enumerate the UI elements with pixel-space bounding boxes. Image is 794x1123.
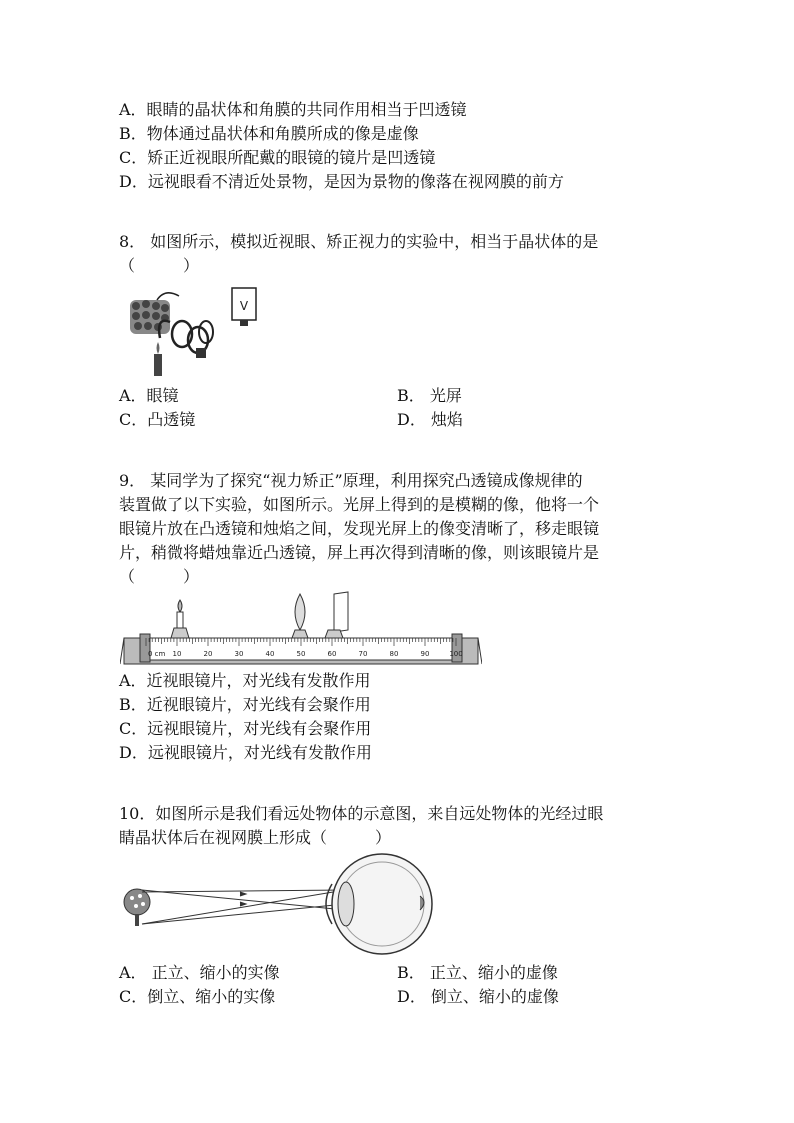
q10-tree-icon bbox=[124, 889, 150, 926]
ruler-label: 30 bbox=[234, 650, 244, 658]
q8-blank: （ ） bbox=[119, 256, 200, 275]
ruler-label: 0 cm bbox=[148, 650, 166, 658]
q7-option-b: B．物体通过晶状体和角膜所成的像是虚像 bbox=[119, 124, 419, 143]
q7-option-d: D．远视眼看不清近处景物，是因为景物的像落在视网膜的前方 bbox=[119, 172, 564, 191]
ruler-label: 70 bbox=[358, 650, 368, 658]
q10-eye-icon bbox=[326, 854, 432, 954]
q7-option-c: C．矫正近视眼所配戴的眼镜的镜片是凹透镜 bbox=[119, 148, 436, 167]
ruler-label: 80 bbox=[389, 650, 399, 658]
q9-candle-icon bbox=[171, 600, 189, 638]
q8-screen-text: V bbox=[239, 299, 249, 313]
q10-option-c: C．倒立、缩小的实像 bbox=[119, 987, 276, 1006]
q10-stem-line-2: 睛晶状体后在视网膜上形成（ ） bbox=[119, 828, 392, 847]
q10-stem-line-1: 10．如图所示是我们看远处物体的示意图，来自远处物体的光经过眼 bbox=[119, 804, 604, 823]
ruler-label: 50 bbox=[296, 650, 306, 658]
q8-option-a: A．眼镜 bbox=[119, 386, 179, 405]
q8-option-b: B． 光屏 bbox=[397, 386, 462, 405]
q7-option-a: A．眼睛的晶状体和角膜的共同作用相当于凹透镜 bbox=[119, 100, 467, 119]
q8-option-c: C．凸透镜 bbox=[119, 410, 196, 429]
q9-stem-line-2: 装置做了以下实验，如图所示。光屏上得到的是模糊的像，他将一个 bbox=[119, 495, 600, 514]
q9-option-b: B．近视眼镜片，对光线有会聚作用 bbox=[119, 695, 371, 714]
q9-optical-bench bbox=[120, 634, 482, 664]
q10-figure bbox=[120, 850, 440, 958]
q9-stem-line-1: 9． 某同学为了探究“视力矫正”原理，利用探究凸透镜成像规律的 bbox=[119, 471, 583, 490]
ruler-label: 10 bbox=[172, 650, 182, 658]
q9-figure bbox=[120, 590, 482, 670]
q8-screen-icon bbox=[232, 288, 256, 326]
q9-stem-line-4: 片，稍微将蜡烛靠近凸透镜，屏上再次得到清晰的像，则该眼镜片是 bbox=[119, 543, 600, 562]
q10-option-d: D． 倒立、缩小的虚像 bbox=[397, 987, 559, 1006]
ruler-label: 40 bbox=[265, 650, 275, 658]
q8-option-d: D． 烛焰 bbox=[397, 410, 463, 429]
q9-option-d: D．远视眼镜片，对光线有发散作用 bbox=[119, 743, 372, 762]
q9-option-c: C．远视眼镜片，对光线有会聚作用 bbox=[119, 719, 372, 738]
q9-option-a: A．近视眼镜片，对光线有发散作用 bbox=[119, 671, 371, 690]
q9-blank: （ ） bbox=[119, 567, 200, 586]
ruler-label: 60 bbox=[327, 650, 337, 658]
q10-option-b: B． 正立、缩小的虚像 bbox=[397, 963, 558, 982]
q9-stem-line-3: 眼镜片放在凸透镜和烛焰之间，发现光屏上的像变清晰了，移走眼镜 bbox=[119, 519, 600, 538]
q8-stem: 8． 如图所示，模拟近视眼、矫正视力的实验中，相当于晶状体的是 bbox=[119, 232, 599, 251]
q9-screen-icon bbox=[325, 592, 348, 638]
ruler-label: 100 bbox=[449, 650, 463, 658]
ruler-label: 20 bbox=[203, 650, 213, 658]
q8-figure bbox=[122, 282, 272, 382]
q10-option-a: A． 正立、缩小的实像 bbox=[119, 963, 280, 982]
ruler-label: 90 bbox=[420, 650, 430, 658]
q9-convex-lens-icon bbox=[292, 594, 308, 638]
